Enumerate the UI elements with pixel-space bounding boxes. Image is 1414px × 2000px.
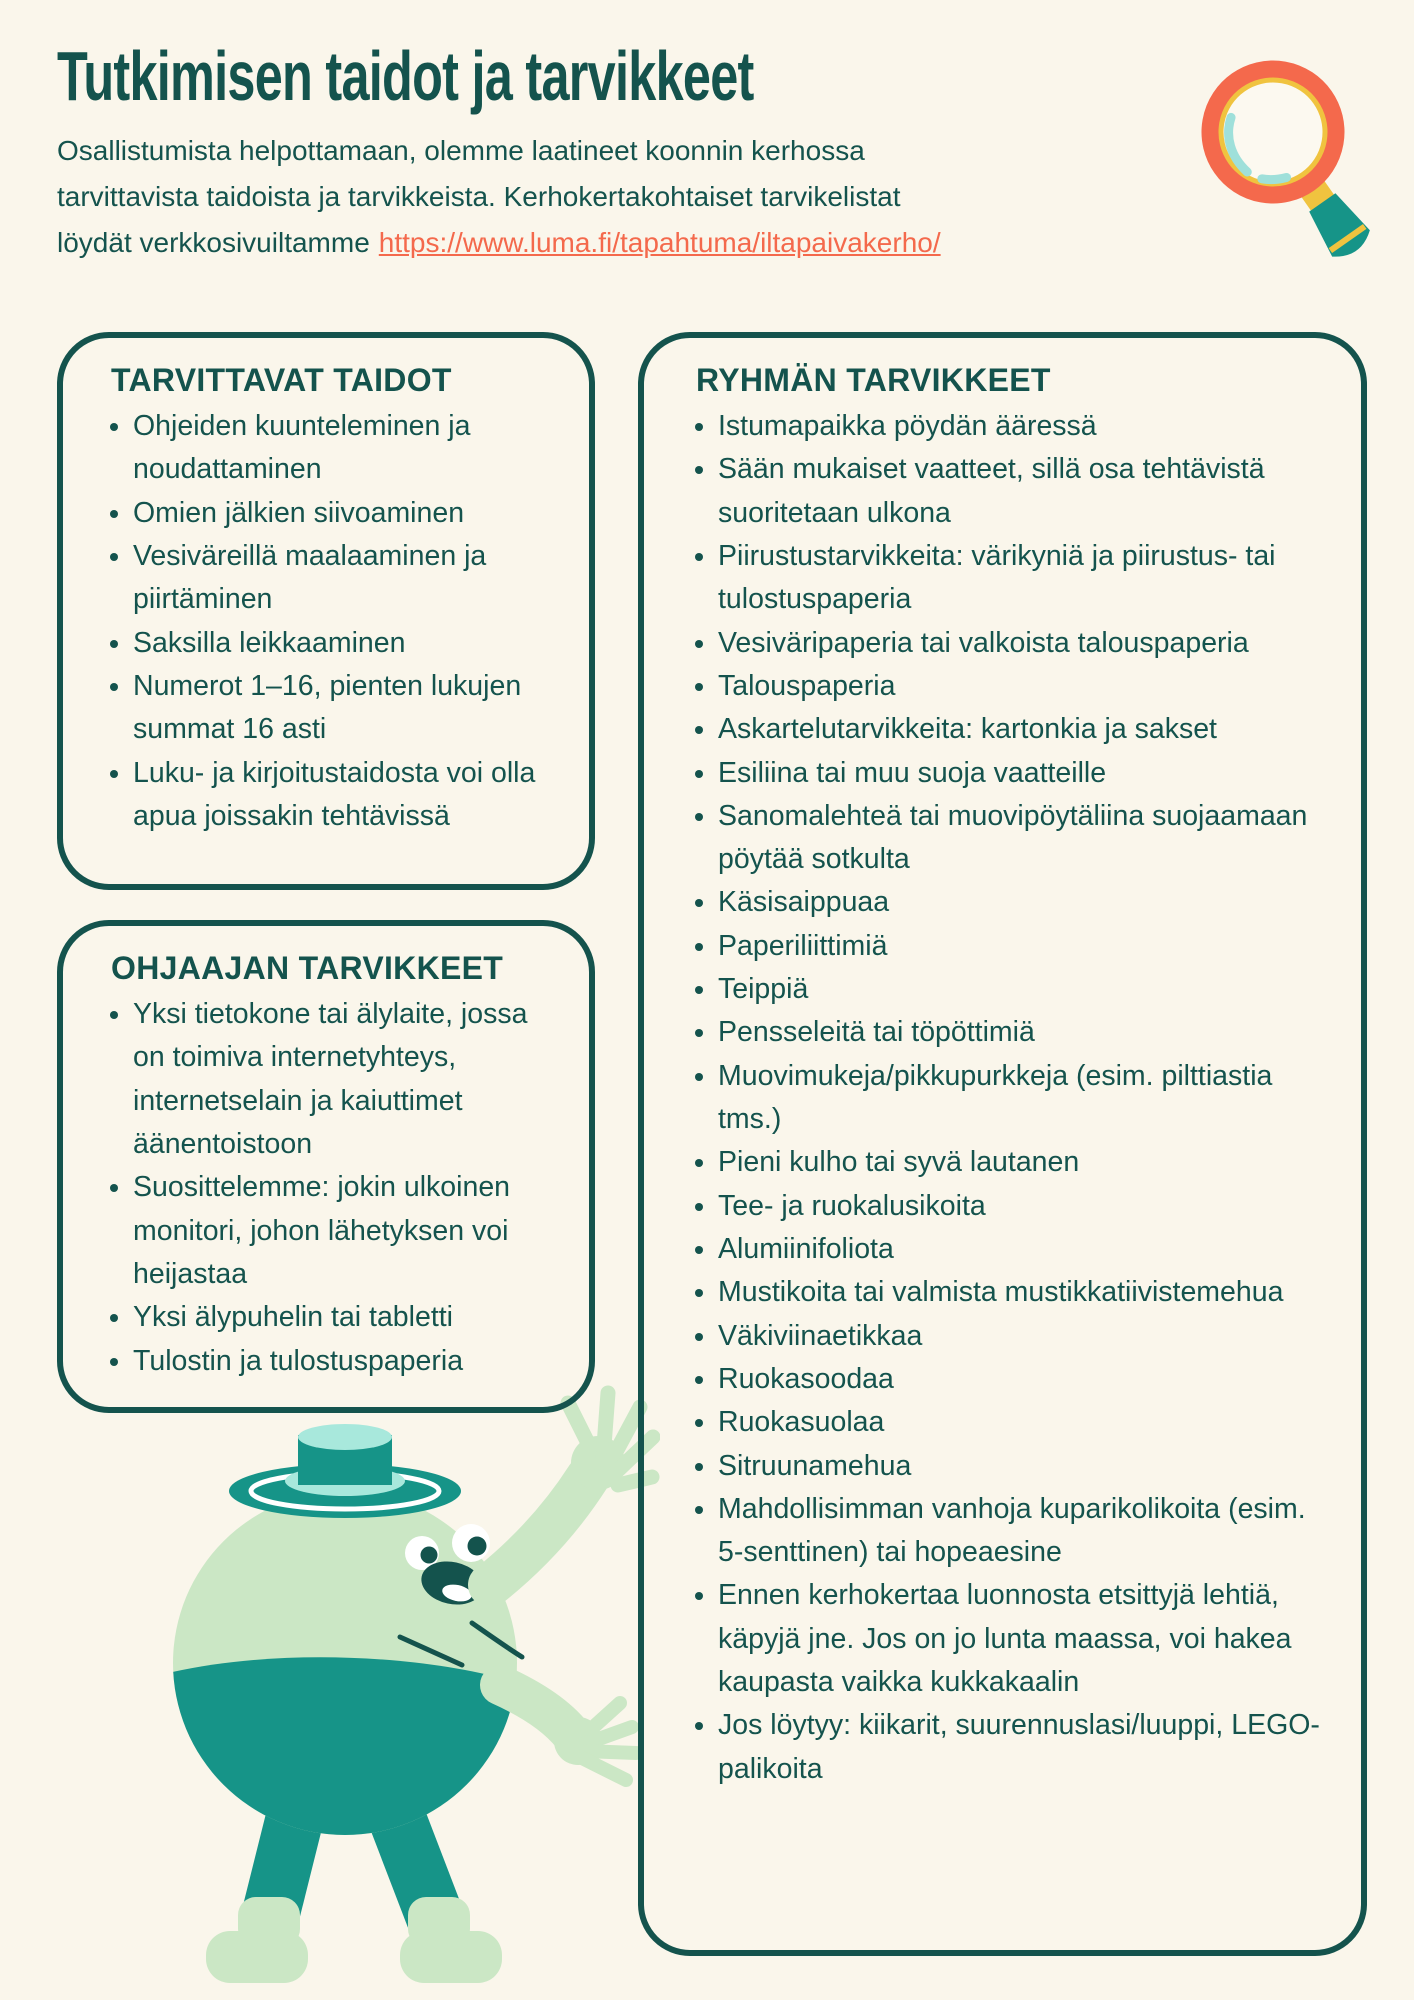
mascot-front-fingers (578, 1703, 636, 1780)
required-skills-title: TARVITTAVAT TAIDOT (111, 362, 452, 398)
list-item: • Ohjeiden kuunteleminen ja noudattaminen (133, 405, 567, 492)
intro-line-3 (57, 220, 941, 266)
magnifying-glass-icon (1185, 40, 1385, 260)
list-item: • Ruokasuolaa (718, 1401, 1335, 1444)
intro-line-3-text: löydät verkkosivuiltamme (57, 227, 370, 258)
list-item: • Väkiviinaetikkaa (718, 1315, 1335, 1358)
list-item: • Alumiinifoliota (718, 1228, 1335, 1271)
list-item: • Jos löytyy: kiikarit, suurennuslasi/luuppi, LEGO-palikoita (718, 1704, 1335, 1791)
list-item: • Talouspaperia (718, 665, 1335, 708)
list-item: • Pensseleitä tai töpöttimiä (718, 1011, 1335, 1054)
intro-line-2: tarvittavista taidoista ja tarvikkeista. Kerhokertakohtaiset tarvikelistat (57, 181, 901, 212)
list-item: • Numerot 1–16, pienten lukujen summat 16 asti (133, 665, 567, 752)
list-item: • Esiliina tai muu suoja vaatteille (718, 752, 1335, 795)
instructor-supplies-box (57, 920, 595, 1413)
list-item: • Mustikoita tai valmista mustikkatiivistemehua (718, 1271, 1335, 1314)
list-item: • Luku- ja kirjoitustaidosta voi olla apua joissakin tehtävissä (133, 752, 567, 839)
list-item: • Käsisaippuaa (718, 881, 1335, 924)
list-item: • Muovimukeja/pikkupurkkeja (esim. pilttiastia tms.) (718, 1055, 1335, 1142)
mascot-raised-arm (490, 1477, 588, 1585)
intro-paragraph (57, 128, 941, 266)
instructor-supplies-list (87, 993, 567, 1383)
list-item: • Pieni kulho tai syvä lautanen (718, 1141, 1335, 1184)
mascot-right-foot (400, 1931, 502, 1983)
list-item: • Sanomalehteä tai muovipöytäliina suojaamaan pöytää sotkulta (718, 795, 1335, 882)
list-item: • Askartelutarvikkeita: kartonkia ja sakset (718, 708, 1335, 751)
group-supplies-title: RYHMÄN TARVIKKEET (696, 362, 1051, 398)
group-supplies-list (672, 405, 1335, 1791)
intro-line-1: Osallistumista helpottamaan, olemme laatineet koonnin kerhossa (57, 135, 865, 166)
list-item: • Sään mukaiset vaatteet, sillä osa tehtävistä suoritetaan ulkona (718, 448, 1335, 535)
list-item: • Paperiliittimiä (718, 925, 1335, 968)
mascot-right-pupil (468, 1537, 487, 1556)
list-item: • Teippiä (718, 968, 1335, 1011)
mascot-left-foot (206, 1931, 308, 1983)
list-item: • Vesiväreillä maalaaminen ja piirtäminen (133, 535, 567, 622)
required-skills-list (87, 405, 567, 838)
list-item: • Vesiväripaperia tai valkoista talouspaperia (718, 622, 1335, 665)
list-item: • Istumapaikka pöydän ääressä (718, 405, 1335, 448)
list-item: • Tee- ja ruokalusikoita (718, 1185, 1335, 1228)
list-item: • Suosittelemme: jokin ulkoinen monitori, johon lähetyksen voi heijastaa (133, 1166, 567, 1296)
list-item: • Mahdollisimman vanhoja kuparikolikoita (esim. 5-senttinen) tai hopeaesine (718, 1488, 1335, 1575)
list-item: • Tulostin ja tulostuspaperia (133, 1340, 567, 1383)
mascot-left-pupil (421, 1547, 438, 1564)
list-item: • Ruokasoodaa (718, 1358, 1335, 1401)
mascot-pants (160, 1657, 532, 1845)
list-item: • Omien jälkien siivoaminen (133, 492, 567, 535)
list-item: • Piirustustarvikkeita: värikyniä ja piirustus- tai tulostuspaperia (718, 535, 1335, 622)
group-supplies-box (638, 332, 1367, 1956)
list-item: • Yksi tietokone tai älylaite, jossa on toimiva internetyhteys, internetselain ja kaiuttimet äänentoistoon (133, 993, 567, 1166)
page-title: Tutkimisen taidot ja tarvikkeet (57, 37, 754, 115)
required-skills-box (57, 332, 595, 890)
website-link[interactable]: https://www.luma.fi/tapahtuma/iltapaivakerho/ (378, 227, 941, 258)
list-item: • Sitruunamehua (718, 1445, 1335, 1488)
instructor-supplies-title: OHJAAJAN TARVIKKEET (111, 950, 504, 986)
mascot-hat-top (298, 1424, 392, 1450)
list-item: • Saksilla leikkaaminen (133, 622, 567, 665)
blueberry-character-illustration (120, 1385, 660, 2000)
list-item: • Yksi älypuhelin tai tabletti (133, 1296, 567, 1339)
list-item: • Ennen kerhokertaa luonnosta etsittyjä lehtiä, käpyjä jne. Jos on jo lunta maassa, voi hakea kaupasta vaikka kukkakaalin (718, 1574, 1335, 1704)
